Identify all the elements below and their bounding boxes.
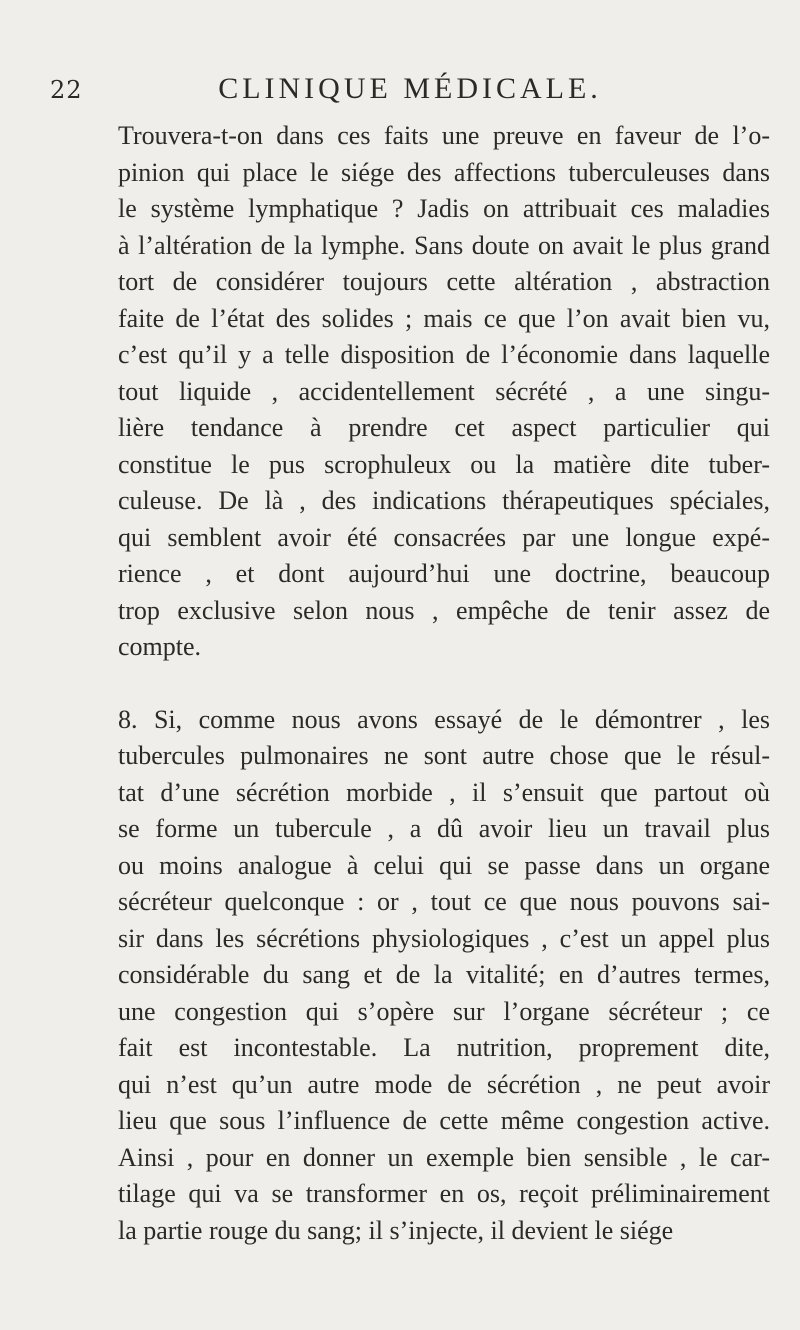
text-line: Ainsi , pour en donner un exemple bien sensible , le car- (118, 1142, 770, 1172)
text-line: trop exclusive selon nous , empêche de tenir assez de (118, 595, 770, 625)
text-line: sir dans les sécrétions physiologiques , c’est un appel plus (118, 923, 770, 953)
text-line: Trouvera-t-on dans ces faits une preuve en faveur de l’o- (118, 121, 770, 150)
page-header (50, 72, 770, 112)
text-line: le système lymphatique ? Jadis on attribuait ces maladies (118, 194, 770, 223)
paragraph-2 (118, 702, 770, 1250)
body-text (118, 118, 770, 1249)
text-line: faite de l’état des solides ; mais ce que l’on avait bien vu, (118, 303, 770, 333)
text-line: tat d’une sécrétion morbide , il s’ensuit que partout où (118, 777, 770, 807)
text-line: pinion qui place le siége des affections tuberculeuses dans (118, 157, 770, 187)
text-line: la partie rouge du sang; il s’injecte, il devient le siége (118, 1215, 674, 1245)
text-line: 8. Si, comme nous avons essayé de le démontrer , les (118, 704, 770, 734)
text-line: rience , et dont aujourd’hui une doctrine, beaucoup (118, 559, 770, 588)
text-line: tilage qui va se transformer en os, reçoit préliminairement (118, 1179, 770, 1208)
running-title: CLINIQUE MÉDICALE. (218, 72, 602, 105)
text-line: c’est qu’il y a telle disposition de l’économie dans laquelle (118, 340, 770, 369)
text-line: une congestion qui s’opère sur l’organe sécréteur ; ce (118, 996, 770, 1026)
text-line: compte. (118, 632, 202, 661)
paragraph-gap (118, 666, 770, 702)
text-line: considérable du sang et de la vitalité; en d’autres termes, (118, 960, 770, 989)
text-line: à l’altération de la lymphe. Sans doute on avait le plus grand (118, 230, 770, 260)
text-line: se forme un tubercule , a dû avoir lieu un travail plus (118, 814, 770, 843)
text-line: qui n’est qu’un autre mode de sécrétion , ne peut avoir (118, 1069, 770, 1099)
text-line: ou moins analogue à celui qui se passe dans un organe (118, 850, 770, 880)
paragraph-1 (118, 118, 770, 666)
text-line: qui semblent avoir été consacrées par une longue expé- (118, 522, 770, 552)
page-number: 22 (50, 76, 83, 104)
text-line: tubercules pulmonaires ne sont autre chose que le résul- (118, 741, 770, 770)
text-line: culeuse. De là , des indications thérapeutiques spéciales, (118, 486, 770, 515)
text-line: sécréteur quelconque : or , tout ce que nous pouvons sai- (118, 887, 770, 916)
text-line: fait est incontestable. La nutrition, proprement dite, (118, 1033, 770, 1062)
text-line: constitue le pus scrophuleux ou la matière dite tuber- (118, 449, 770, 479)
text-line: tout liquide , accidentellement sécrété , a une singu- (118, 376, 770, 406)
text-line: lieu que sous l’influence de cette même congestion active. (118, 1106, 770, 1135)
text-line: tort de considérer toujours cette altération , abstraction (118, 267, 770, 296)
text-line: lière tendance à prendre cet aspect particulier qui (118, 413, 770, 442)
